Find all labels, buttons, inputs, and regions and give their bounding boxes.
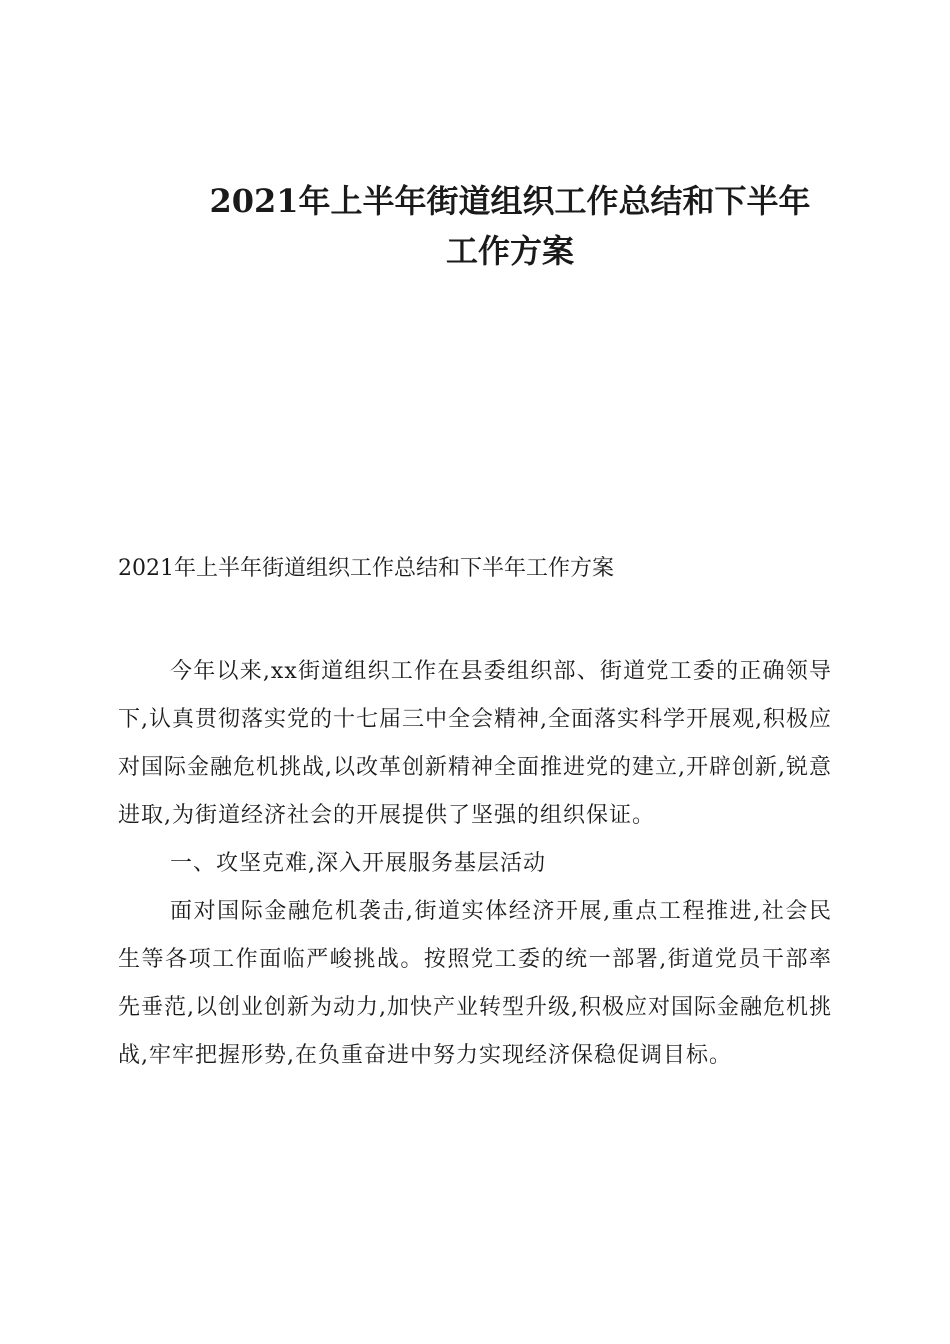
document-body: [118, 648, 832, 1080]
document-title: [150, 176, 870, 276]
title-line-2: 工作方案: [445, 232, 574, 270]
section-heading: 一、攻坚克难,深入开展服务基层活动: [170, 851, 546, 876]
intro-paragraph: 今年以来,xx街道组织工作在县委组织部、街道党工委的正确领导下,认真贯彻落实党的十七届三中全会精神,全面落实科学开展观,积极应对国际金融危机挑战,以改革创新精神全面推进党的建立,开辟创新,锐意进取,为街道经济社会的开展提供了坚强的组织保证。: [118, 659, 832, 828]
title-line-1: 2021年上半年街道组织工作总结和下半年: [209, 182, 811, 220]
body-paragraph: 面对国际金融危机袭击,街道实体经济开展,重点工程推进,社会民生等各项工作面临严峻挑战。按照党工委的统一部署,街道党员干部率先垂范,以创业创新为动力,加快产业转型升级,积极应对国际金融危机挑战,牢牢把握形势,在负重奋进中努力实现经济保稳促调目标。: [118, 899, 832, 1068]
document-subtitle: 2021年上半年街道组织工作总结和下半年工作方案: [118, 556, 614, 581]
